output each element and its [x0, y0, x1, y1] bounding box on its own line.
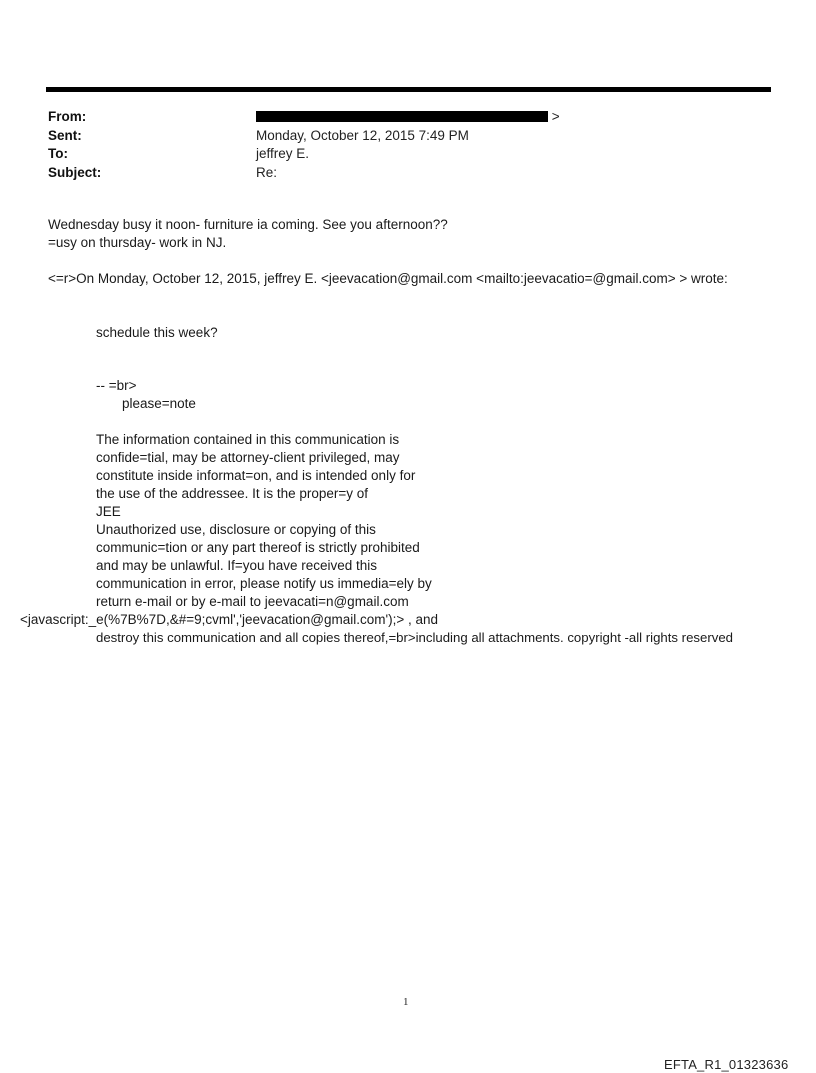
quote-header: <=r>On Monday, October 12, 2015, jeffrey E. <jeevacation@gmail.com <mailto:jeevacatio=@gmail.com> > wrote: [48, 271, 728, 286]
from-row [48, 108, 768, 127]
page-number: 1 [403, 996, 409, 1008]
redaction-bar [256, 111, 548, 122]
disclaimer-line: Unauthorized use, disclosure or copying of this [96, 522, 376, 537]
to-row [48, 145, 768, 164]
to-value: jeffrey E. [256, 146, 310, 161]
from-suffix: > [551, 109, 560, 124]
email-header [48, 108, 768, 182]
disclaimer-line: return e-mail or by e-mail to jeevacati=n@gmail.com [96, 594, 409, 609]
subject-row [48, 164, 768, 183]
signature-separator: -- =br> [96, 378, 137, 393]
sent-value: Monday, October 12, 2015 7:49 PM [256, 127, 469, 143]
from-value [256, 108, 560, 127]
sent-row [48, 127, 768, 146]
header-rule [46, 87, 771, 92]
body-line-1: Wednesday busy it noon- furniture ia coming. See you afternoon?? [48, 217, 448, 232]
disclaimer-line: JEE [96, 504, 121, 519]
quoted-message: schedule this week? [96, 325, 218, 340]
subject-value: Re: [256, 164, 278, 180]
disclaimer-line: communication in error, please notify us immedia=ely by [96, 576, 432, 591]
disclaimer-line: constitute inside informat=on, and is intended only for [96, 468, 416, 483]
disclaimer-line: the use of the addressee. It is the proper=y of [96, 486, 369, 501]
subject-label: Subject: [48, 164, 102, 180]
body-line-2: =usy on thursday- work in NJ. [48, 235, 227, 250]
final-line: destroy this communication and all copies thereof,=br>including all attachments. copyright -all rights reserved [96, 630, 733, 645]
disclaimer-line: and may be unlawful. If=you have received this [96, 558, 378, 573]
disclaimer-line: confide=tial, may be attorney-client privileged, may [96, 450, 400, 465]
to-label: To: [48, 146, 68, 161]
disclaimer-line: communic=tion or any part thereof is strictly prohibited [96, 540, 420, 555]
from-label: From: [48, 109, 87, 124]
signature-note: please=note [122, 396, 196, 411]
javascript-line: <javascript:_e(%7B%7D,&#=9;cvml','jeevacation@gmail.com');> , and [20, 612, 438, 627]
sent-label: Sent: [48, 127, 82, 143]
disclaimer-line: The information contained in this communication is [96, 432, 400, 447]
document-id: EFTA_R1_01323636 [664, 1057, 789, 1072]
